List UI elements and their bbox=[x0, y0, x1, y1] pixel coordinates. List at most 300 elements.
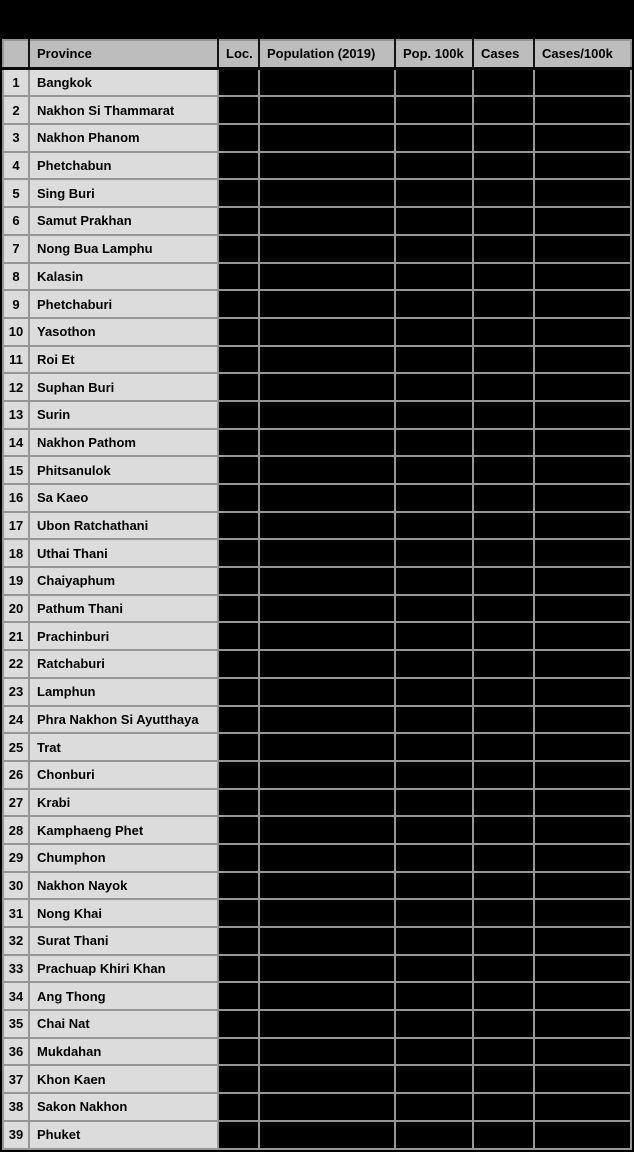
pop-100k-data-cell bbox=[395, 982, 473, 1010]
pop-100k-data-cell bbox=[395, 622, 473, 650]
row-number-cell: 37 bbox=[3, 1065, 29, 1093]
cases-data-cell bbox=[473, 346, 534, 374]
row-number-cell: 38 bbox=[3, 1093, 29, 1121]
loc-data-cell bbox=[218, 955, 259, 983]
row-number-cell: 10 bbox=[3, 318, 29, 346]
cases-100k-data-cell bbox=[534, 318, 631, 346]
cases-data-cell bbox=[473, 96, 534, 124]
cases-data-cell bbox=[473, 318, 534, 346]
loc-data-cell bbox=[218, 401, 259, 429]
province-name-cell: Nakhon Pathom bbox=[29, 429, 218, 457]
cases-data-cell bbox=[473, 179, 534, 207]
cases-data-cell bbox=[473, 373, 534, 401]
province-name-cell: Surat Thani bbox=[29, 927, 218, 955]
cases-data-cell bbox=[473, 595, 534, 623]
cases-100k-data-cell bbox=[534, 1038, 631, 1066]
province-name-cell: Nong Khai bbox=[29, 899, 218, 927]
pop-100k-data-cell bbox=[395, 872, 473, 900]
header-row bbox=[3, 40, 631, 68]
province-name-cell: Phuket bbox=[29, 1121, 218, 1149]
loc-data-cell bbox=[218, 373, 259, 401]
province-name-cell: Trat bbox=[29, 733, 218, 761]
cases-data-cell bbox=[473, 484, 534, 512]
loc-data-cell bbox=[218, 761, 259, 789]
pop-100k-data-cell bbox=[395, 678, 473, 706]
cases-100k-data-cell bbox=[534, 927, 631, 955]
table-row bbox=[3, 1038, 631, 1066]
header-population: Population (2019) bbox=[259, 40, 395, 68]
province-name-cell: Nakhon Phanom bbox=[29, 124, 218, 152]
cases-data-cell bbox=[473, 761, 534, 789]
pop-100k-data-cell bbox=[395, 373, 473, 401]
population-data-cell bbox=[259, 373, 395, 401]
loc-data-cell bbox=[218, 872, 259, 900]
table-row bbox=[3, 484, 631, 512]
cases-data-cell bbox=[473, 68, 534, 96]
province-name-cell: Roi Et bbox=[29, 346, 218, 374]
cases-data-cell bbox=[473, 927, 534, 955]
province-name-cell: Chumphon bbox=[29, 844, 218, 872]
cases-data-cell bbox=[473, 816, 534, 844]
cases-100k-data-cell bbox=[534, 1065, 631, 1093]
population-data-cell bbox=[259, 761, 395, 789]
row-number-cell: 36 bbox=[3, 1038, 29, 1066]
cases-100k-data-cell bbox=[534, 373, 631, 401]
table-row bbox=[3, 789, 631, 817]
population-data-cell bbox=[259, 346, 395, 374]
table-row bbox=[3, 290, 631, 318]
table-row bbox=[3, 816, 631, 844]
cases-data-cell bbox=[473, 401, 534, 429]
row-number-cell: 35 bbox=[3, 1010, 29, 1038]
cases-100k-data-cell bbox=[534, 789, 631, 817]
row-number-cell: 28 bbox=[3, 816, 29, 844]
loc-data-cell bbox=[218, 1093, 259, 1121]
cases-100k-data-cell bbox=[534, 179, 631, 207]
province-name-cell: Bangkok bbox=[29, 68, 218, 96]
loc-data-cell bbox=[218, 982, 259, 1010]
pop-100k-data-cell bbox=[395, 927, 473, 955]
cases-100k-data-cell bbox=[534, 124, 631, 152]
cases-data-cell bbox=[473, 1121, 534, 1149]
pop-100k-data-cell bbox=[395, 179, 473, 207]
table-row bbox=[3, 401, 631, 429]
cases-100k-data-cell bbox=[534, 68, 631, 96]
province-name-cell: Ratchaburi bbox=[29, 650, 218, 678]
population-data-cell bbox=[259, 484, 395, 512]
cases-100k-data-cell bbox=[534, 429, 631, 457]
table-row bbox=[3, 318, 631, 346]
row-number-cell: 13 bbox=[3, 401, 29, 429]
population-data-cell bbox=[259, 650, 395, 678]
loc-data-cell bbox=[218, 1121, 259, 1149]
population-data-cell bbox=[259, 844, 395, 872]
pop-100k-data-cell bbox=[395, 152, 473, 180]
cases-100k-data-cell bbox=[534, 955, 631, 983]
population-data-cell bbox=[259, 263, 395, 291]
loc-data-cell bbox=[218, 318, 259, 346]
cases-data-cell bbox=[473, 1038, 534, 1066]
row-number-cell: 26 bbox=[3, 761, 29, 789]
province-name-cell: Phetchabun bbox=[29, 152, 218, 180]
cases-data-cell bbox=[473, 650, 534, 678]
table-row bbox=[3, 179, 631, 207]
loc-data-cell bbox=[218, 622, 259, 650]
table-row bbox=[3, 761, 631, 789]
population-data-cell bbox=[259, 96, 395, 124]
cases-100k-data-cell bbox=[534, 761, 631, 789]
cases-100k-data-cell bbox=[534, 982, 631, 1010]
pop-100k-data-cell bbox=[395, 124, 473, 152]
pop-100k-data-cell bbox=[395, 899, 473, 927]
pop-100k-data-cell bbox=[395, 595, 473, 623]
pop-100k-data-cell bbox=[395, 706, 473, 734]
cases-100k-data-cell bbox=[534, 706, 631, 734]
cases-100k-data-cell bbox=[534, 152, 631, 180]
row-number-cell: 3 bbox=[3, 124, 29, 152]
population-data-cell bbox=[259, 955, 395, 983]
cases-100k-data-cell bbox=[534, 401, 631, 429]
table-row bbox=[3, 899, 631, 927]
row-number-cell: 11 bbox=[3, 346, 29, 374]
table-row bbox=[3, 152, 631, 180]
population-data-cell bbox=[259, 429, 395, 457]
province-name-cell: Chaiyaphum bbox=[29, 567, 218, 595]
row-number-cell: 24 bbox=[3, 706, 29, 734]
population-data-cell bbox=[259, 816, 395, 844]
population-data-cell bbox=[259, 567, 395, 595]
loc-data-cell bbox=[218, 235, 259, 263]
loc-data-cell bbox=[218, 539, 259, 567]
table-row bbox=[3, 512, 631, 540]
pop-100k-data-cell bbox=[395, 567, 473, 595]
province-name-cell: Samut Prakhan bbox=[29, 207, 218, 235]
pop-100k-data-cell bbox=[395, 456, 473, 484]
cases-100k-data-cell bbox=[534, 678, 631, 706]
table-row bbox=[3, 124, 631, 152]
province-name-cell: Krabi bbox=[29, 789, 218, 817]
table-row bbox=[3, 373, 631, 401]
pop-100k-data-cell bbox=[395, 484, 473, 512]
population-data-cell bbox=[259, 1065, 395, 1093]
province-name-cell: Phra Nakhon Si Ayutthaya bbox=[29, 706, 218, 734]
cases-100k-data-cell bbox=[534, 567, 631, 595]
cases-data-cell bbox=[473, 152, 534, 180]
cases-data-cell bbox=[473, 429, 534, 457]
pop-100k-data-cell bbox=[395, 789, 473, 817]
cases-data-cell bbox=[473, 844, 534, 872]
cases-100k-data-cell bbox=[534, 456, 631, 484]
table-row bbox=[3, 1121, 631, 1149]
province-name-cell: Mukdahan bbox=[29, 1038, 218, 1066]
province-name-cell: Sing Buri bbox=[29, 179, 218, 207]
loc-data-cell bbox=[218, 207, 259, 235]
population-data-cell bbox=[259, 124, 395, 152]
province-name-cell: Sa Kaeo bbox=[29, 484, 218, 512]
population-data-cell bbox=[259, 733, 395, 761]
cases-100k-data-cell bbox=[534, 650, 631, 678]
table-row bbox=[3, 207, 631, 235]
pop-100k-data-cell bbox=[395, 263, 473, 291]
header-cases-100k: Cases/100k bbox=[534, 40, 631, 68]
cases-100k-data-cell bbox=[534, 872, 631, 900]
cases-data-cell bbox=[473, 982, 534, 1010]
cases-100k-data-cell bbox=[534, 622, 631, 650]
cases-100k-data-cell bbox=[534, 816, 631, 844]
population-data-cell bbox=[259, 512, 395, 540]
table-header bbox=[3, 40, 631, 68]
cases-100k-data-cell bbox=[534, 290, 631, 318]
table-row bbox=[3, 68, 631, 96]
cases-100k-data-cell bbox=[534, 263, 631, 291]
table-row bbox=[3, 595, 631, 623]
table-row bbox=[3, 622, 631, 650]
province-name-cell: Chonburi bbox=[29, 761, 218, 789]
cases-100k-data-cell bbox=[534, 96, 631, 124]
row-number-cell: 20 bbox=[3, 595, 29, 623]
cases-100k-data-cell bbox=[534, 595, 631, 623]
row-number-cell: 6 bbox=[3, 207, 29, 235]
cases-100k-data-cell bbox=[534, 1093, 631, 1121]
cases-100k-data-cell bbox=[534, 207, 631, 235]
population-data-cell bbox=[259, 982, 395, 1010]
population-data-cell bbox=[259, 401, 395, 429]
loc-data-cell bbox=[218, 429, 259, 457]
cases-100k-data-cell bbox=[534, 1010, 631, 1038]
province-name-cell: Prachuap Khiri Khan bbox=[29, 955, 218, 983]
cases-100k-data-cell bbox=[534, 539, 631, 567]
header-loc: Loc. bbox=[218, 40, 259, 68]
pop-100k-data-cell bbox=[395, 401, 473, 429]
population-data-cell bbox=[259, 872, 395, 900]
row-number-cell: 12 bbox=[3, 373, 29, 401]
pop-100k-data-cell bbox=[395, 1010, 473, 1038]
cases-data-cell bbox=[473, 207, 534, 235]
population-data-cell bbox=[259, 706, 395, 734]
cases-data-cell bbox=[473, 539, 534, 567]
cases-data-cell bbox=[473, 789, 534, 817]
province-name-cell: Uthai Thani bbox=[29, 539, 218, 567]
pop-100k-data-cell bbox=[395, 733, 473, 761]
population-data-cell bbox=[259, 595, 395, 623]
table-row bbox=[3, 235, 631, 263]
pop-100k-data-cell bbox=[395, 207, 473, 235]
province-statistics-table bbox=[2, 39, 632, 1150]
cases-data-cell bbox=[473, 1065, 534, 1093]
pop-100k-data-cell bbox=[395, 235, 473, 263]
row-number-cell: 14 bbox=[3, 429, 29, 457]
loc-data-cell bbox=[218, 595, 259, 623]
population-data-cell bbox=[259, 1093, 395, 1121]
population-data-cell bbox=[259, 68, 395, 96]
population-data-cell bbox=[259, 207, 395, 235]
row-number-cell: 27 bbox=[3, 789, 29, 817]
row-number-cell: 2 bbox=[3, 96, 29, 124]
population-data-cell bbox=[259, 152, 395, 180]
pop-100k-data-cell bbox=[395, 290, 473, 318]
loc-data-cell bbox=[218, 706, 259, 734]
loc-data-cell bbox=[218, 512, 259, 540]
table-row bbox=[3, 733, 631, 761]
row-number-cell: 19 bbox=[3, 567, 29, 595]
province-name-cell: Surin bbox=[29, 401, 218, 429]
row-number-cell: 1 bbox=[3, 68, 29, 96]
pop-100k-data-cell bbox=[395, 68, 473, 96]
row-number-cell: 8 bbox=[3, 263, 29, 291]
cases-data-cell bbox=[473, 706, 534, 734]
cases-data-cell bbox=[473, 872, 534, 900]
cases-100k-data-cell bbox=[534, 1121, 631, 1149]
table-row bbox=[3, 678, 631, 706]
loc-data-cell bbox=[218, 290, 259, 318]
cases-data-cell bbox=[473, 290, 534, 318]
pop-100k-data-cell bbox=[395, 1093, 473, 1121]
pop-100k-data-cell bbox=[395, 512, 473, 540]
table-row bbox=[3, 982, 631, 1010]
population-data-cell bbox=[259, 927, 395, 955]
population-data-cell bbox=[259, 1038, 395, 1066]
row-number-cell: 7 bbox=[3, 235, 29, 263]
pop-100k-data-cell bbox=[395, 650, 473, 678]
table-row bbox=[3, 263, 631, 291]
province-name-cell: Nakhon Si Thammarat bbox=[29, 96, 218, 124]
cases-100k-data-cell bbox=[534, 899, 631, 927]
loc-data-cell bbox=[218, 96, 259, 124]
loc-data-cell bbox=[218, 263, 259, 291]
pop-100k-data-cell bbox=[395, 429, 473, 457]
cases-data-cell bbox=[473, 955, 534, 983]
cases-data-cell bbox=[473, 622, 534, 650]
table-row bbox=[3, 346, 631, 374]
pop-100k-data-cell bbox=[395, 1065, 473, 1093]
loc-data-cell bbox=[218, 927, 259, 955]
province-name-cell: Pathum Thani bbox=[29, 595, 218, 623]
pop-100k-data-cell bbox=[395, 1121, 473, 1149]
table-row bbox=[3, 955, 631, 983]
header-province: Province bbox=[29, 40, 218, 68]
table-row bbox=[3, 1093, 631, 1121]
row-number-cell: 34 bbox=[3, 982, 29, 1010]
cases-data-cell bbox=[473, 1010, 534, 1038]
cases-data-cell bbox=[473, 124, 534, 152]
row-number-cell: 21 bbox=[3, 622, 29, 650]
cases-100k-data-cell bbox=[534, 512, 631, 540]
province-name-cell: Kamphaeng Phet bbox=[29, 816, 218, 844]
cases-data-cell bbox=[473, 899, 534, 927]
row-number-cell: 16 bbox=[3, 484, 29, 512]
population-data-cell bbox=[259, 235, 395, 263]
loc-data-cell bbox=[218, 567, 259, 595]
province-name-cell: Sakon Nakhon bbox=[29, 1093, 218, 1121]
population-data-cell bbox=[259, 1121, 395, 1149]
cases-100k-data-cell bbox=[534, 235, 631, 263]
table-body bbox=[3, 68, 631, 1148]
population-data-cell bbox=[259, 789, 395, 817]
row-number-cell: 33 bbox=[3, 955, 29, 983]
pop-100k-data-cell bbox=[395, 318, 473, 346]
cases-data-cell bbox=[473, 567, 534, 595]
province-name-cell: Chai Nat bbox=[29, 1010, 218, 1038]
loc-data-cell bbox=[218, 899, 259, 927]
table-row bbox=[3, 96, 631, 124]
province-name-cell: Khon Kaen bbox=[29, 1065, 218, 1093]
population-data-cell bbox=[259, 1010, 395, 1038]
cases-100k-data-cell bbox=[534, 733, 631, 761]
loc-data-cell bbox=[218, 816, 259, 844]
loc-data-cell bbox=[218, 1038, 259, 1066]
loc-data-cell bbox=[218, 456, 259, 484]
pop-100k-data-cell bbox=[395, 816, 473, 844]
table-row bbox=[3, 429, 631, 457]
header-rank bbox=[3, 40, 29, 68]
province-name-cell: Phitsanulok bbox=[29, 456, 218, 484]
pop-100k-data-cell bbox=[395, 1038, 473, 1066]
province-name-cell: Kalasin bbox=[29, 263, 218, 291]
pop-100k-data-cell bbox=[395, 346, 473, 374]
population-data-cell bbox=[259, 456, 395, 484]
loc-data-cell bbox=[218, 124, 259, 152]
province-name-cell: Nong Bua Lamphu bbox=[29, 235, 218, 263]
table-row bbox=[3, 650, 631, 678]
row-number-cell: 30 bbox=[3, 872, 29, 900]
province-name-cell: Ubon Ratchathani bbox=[29, 512, 218, 540]
province-name-cell: Ang Thong bbox=[29, 982, 218, 1010]
pop-100k-data-cell bbox=[395, 761, 473, 789]
row-number-cell: 29 bbox=[3, 844, 29, 872]
cases-data-cell bbox=[473, 456, 534, 484]
table-row bbox=[3, 539, 631, 567]
population-data-cell bbox=[259, 290, 395, 318]
population-data-cell bbox=[259, 539, 395, 567]
cases-data-cell bbox=[473, 263, 534, 291]
loc-data-cell bbox=[218, 733, 259, 761]
table-row bbox=[3, 567, 631, 595]
province-name-cell: Phetchaburi bbox=[29, 290, 218, 318]
cases-100k-data-cell bbox=[534, 346, 631, 374]
row-number-cell: 25 bbox=[3, 733, 29, 761]
table-row bbox=[3, 1065, 631, 1093]
header-pop-100k: Pop. 100k bbox=[395, 40, 473, 68]
table-row bbox=[3, 456, 631, 484]
cases-data-cell bbox=[473, 512, 534, 540]
loc-data-cell bbox=[218, 179, 259, 207]
province-name-cell: Yasothon bbox=[29, 318, 218, 346]
table-row bbox=[3, 872, 631, 900]
pop-100k-data-cell bbox=[395, 955, 473, 983]
cases-data-cell bbox=[473, 235, 534, 263]
pop-100k-data-cell bbox=[395, 844, 473, 872]
table-row bbox=[3, 844, 631, 872]
table-row bbox=[3, 927, 631, 955]
loc-data-cell bbox=[218, 68, 259, 96]
loc-data-cell bbox=[218, 650, 259, 678]
population-data-cell bbox=[259, 899, 395, 927]
cases-data-cell bbox=[473, 678, 534, 706]
pop-100k-data-cell bbox=[395, 96, 473, 124]
row-number-cell: 31 bbox=[3, 899, 29, 927]
loc-data-cell bbox=[218, 789, 259, 817]
loc-data-cell bbox=[218, 152, 259, 180]
table-row bbox=[3, 1010, 631, 1038]
cases-data-cell bbox=[473, 1093, 534, 1121]
province-name-cell: Prachinburi bbox=[29, 622, 218, 650]
loc-data-cell bbox=[218, 678, 259, 706]
pop-100k-data-cell bbox=[395, 539, 473, 567]
cases-100k-data-cell bbox=[534, 844, 631, 872]
row-number-cell: 32 bbox=[3, 927, 29, 955]
cases-data-cell bbox=[473, 733, 534, 761]
table-row bbox=[3, 706, 631, 734]
